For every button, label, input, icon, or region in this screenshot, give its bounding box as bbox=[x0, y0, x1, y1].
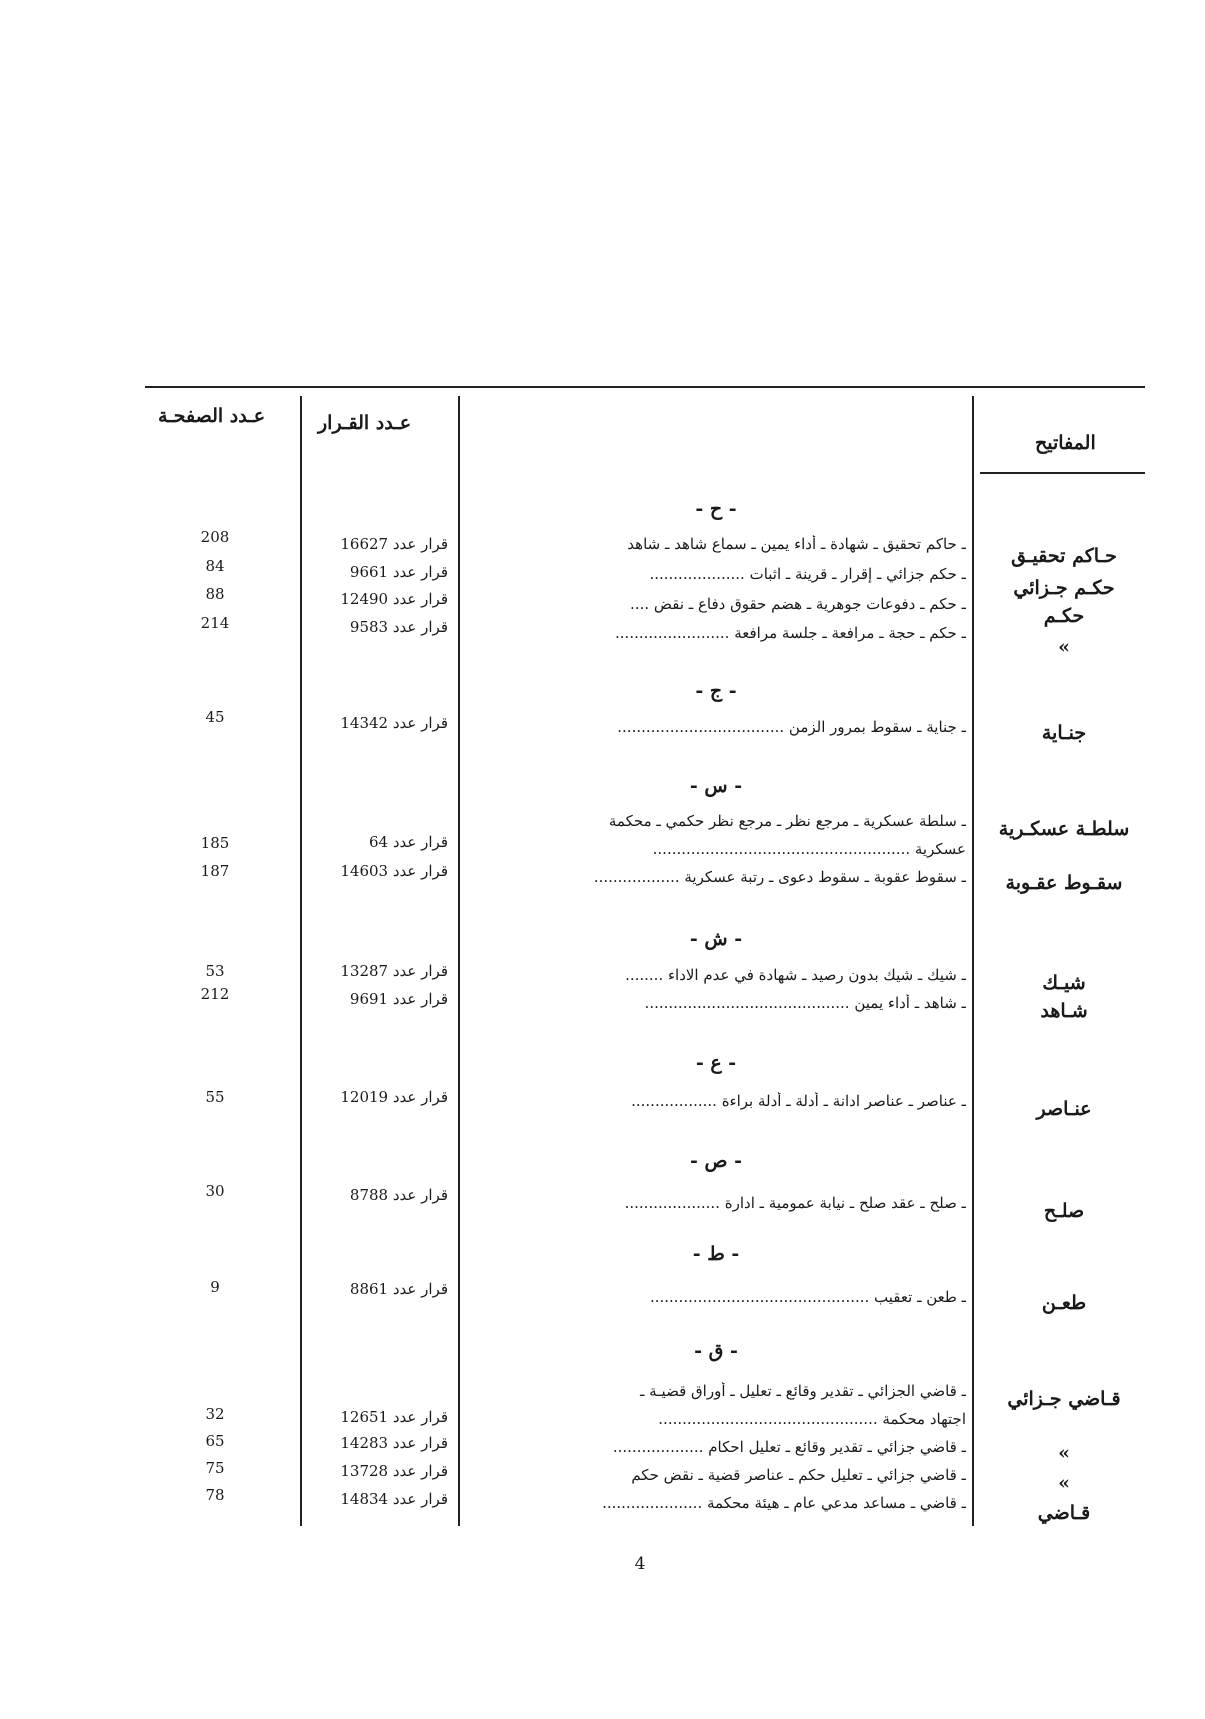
decision-number: قرار عدد 12019 bbox=[340, 1088, 448, 1106]
index-description: ـ عناصر ـ عناصر ادانة ـ أدلة ـ أدلة براءة .................. bbox=[631, 1092, 966, 1110]
decision-number: قرار عدد 8861 bbox=[349, 1280, 448, 1298]
page-reference: 30 bbox=[205, 1182, 225, 1200]
page-reference: 88 bbox=[205, 585, 225, 603]
decision-number: قرار عدد 8788 bbox=[349, 1186, 448, 1204]
index-description: ـ جناية ـ سقوط بمرور الزمن ................................... bbox=[617, 718, 966, 736]
page-reference: 214 bbox=[200, 614, 230, 632]
decision-number: قرار عدد 9583 bbox=[349, 618, 448, 636]
page-reference: 212 bbox=[200, 985, 230, 1003]
index-description: ـ سلطة عسكرية ـ مرجع نظر ـ مرجع نظر حكمي ـ محكمة bbox=[608, 812, 966, 830]
decision-number: قرار عدد 14283 bbox=[340, 1434, 448, 1452]
footer-page-number: 4 bbox=[634, 1554, 646, 1574]
decision-number: قرار عدد 13287 bbox=[340, 962, 448, 980]
index-description: ـ شاهد ـ أداء يمين ........................................... bbox=[644, 994, 966, 1012]
page-reference: 32 bbox=[205, 1405, 225, 1423]
decision-number: قرار عدد 14342 bbox=[340, 714, 448, 732]
page-reference: 78 bbox=[205, 1486, 225, 1504]
header-page-number: عـدد الصفحـة bbox=[158, 405, 266, 427]
header-keywords: المفاتيح bbox=[1035, 432, 1096, 454]
index-description: ـ حكم ـ حجة ـ مرافعة ـ جلسة مرافعة ........................ bbox=[615, 624, 966, 642]
index-description: ـ سقوط عقوبة ـ سقوط دعوى ـ رتبة عسكرية .................. bbox=[593, 868, 966, 886]
page-reference: 84 bbox=[205, 557, 225, 575]
decision-number: قرار عدد 14834 bbox=[340, 1490, 448, 1508]
index-keyword: » bbox=[1058, 1442, 1070, 1464]
index-keyword: قـاضي bbox=[1037, 1502, 1091, 1524]
index-keyword: » bbox=[1058, 636, 1070, 658]
page-reference: 65 bbox=[205, 1432, 225, 1450]
section-letter: - ح - bbox=[695, 498, 737, 520]
index-description: ـ قاضي الجزائي ـ تقدير وقائع ـ تعليل ـ أوراق قضيـة ـ bbox=[639, 1382, 966, 1400]
header-decision-number: عـدد القـرار bbox=[318, 412, 412, 434]
column-divider-keywords bbox=[972, 396, 974, 1526]
page-reference: 75 bbox=[205, 1459, 225, 1477]
decision-number: قرار عدد 12490 bbox=[340, 590, 448, 608]
section-letter: - ط - bbox=[692, 1243, 740, 1265]
index-keyword: قـاضي جـزائي bbox=[1007, 1388, 1121, 1410]
index-description: عسكرية ...................................................... bbox=[652, 840, 966, 858]
index-description: ـ حكم ـ دفوعات جوهرية ـ هضم حقوق دفاع ـ نقض .... bbox=[630, 595, 966, 613]
decision-number: قرار عدد 12651 bbox=[340, 1408, 448, 1426]
index-description: ـ طعن ـ تعقيب .............................................. bbox=[649, 1288, 966, 1306]
decision-number: قرار عدد 13728 bbox=[340, 1462, 448, 1480]
index-keyword: صلـح bbox=[1043, 1200, 1085, 1222]
section-letter: - ص - bbox=[690, 1150, 742, 1172]
page-reference: 53 bbox=[205, 962, 225, 980]
decision-number: قرار عدد 9691 bbox=[349, 990, 448, 1008]
page-reference: 9 bbox=[210, 1278, 220, 1296]
section-letter: - ع - bbox=[695, 1052, 737, 1074]
index-keyword: سقـوط عقـوبة bbox=[1005, 872, 1123, 894]
page-reference: 187 bbox=[200, 862, 230, 880]
index-description: ـ حاكم تحقيق ـ شهادة ـ أداء يمين ـ سماع شاهد ـ شاهد bbox=[627, 535, 966, 553]
table-top-rule bbox=[145, 386, 1145, 388]
section-letter: - س - bbox=[689, 775, 743, 797]
index-keyword: جنـاية bbox=[1041, 722, 1087, 744]
index-keyword: شيـك bbox=[1042, 972, 1086, 994]
index-keyword: حكـم جـزائي bbox=[1013, 577, 1115, 599]
decision-number: قرار عدد 14603 bbox=[340, 862, 448, 880]
index-description: اجتهاد محكمة .............................................. bbox=[658, 1410, 966, 1428]
index-description: ـ حكم جزائي ـ إقرار ـ قرينة ـ اثبات .................... bbox=[649, 565, 966, 583]
section-letter: - ج - bbox=[695, 680, 737, 702]
index-description: ـ قاضي ـ مساعد مدعي عام ـ هيئة محكمة ..................... bbox=[602, 1494, 966, 1512]
decision-number: قرار عدد 64 bbox=[369, 833, 448, 851]
index-keyword: عنـاصر bbox=[1036, 1098, 1092, 1120]
index-description: ـ قاضي جزائي ـ تقدير وقائع ـ تعليل احكام ................... bbox=[612, 1438, 966, 1456]
index-description: ـ صلح ـ عقد صلح ـ نيابة عمومية ـ ادارة .................... bbox=[624, 1194, 966, 1212]
page-reference: 45 bbox=[205, 708, 225, 726]
header-bottom-rule bbox=[980, 472, 1145, 474]
index-keyword: شـاهد bbox=[1040, 1000, 1088, 1022]
index-keyword: » bbox=[1058, 1472, 1070, 1494]
index-keyword: حكـم bbox=[1043, 605, 1085, 627]
page-reference: 55 bbox=[205, 1088, 225, 1106]
page-reference: 185 bbox=[200, 834, 230, 852]
section-letter: - ق - bbox=[694, 1340, 738, 1362]
index-keyword: طعـن bbox=[1041, 1292, 1087, 1314]
index-keyword: حـاكم تحقيـق bbox=[1011, 545, 1117, 567]
index-description: ـ قاضي جزائي ـ تعليل حكم ـ عناصر قضية ـ نقض حكم bbox=[631, 1466, 966, 1484]
section-letter: - ش - bbox=[689, 928, 743, 950]
index-description: ـ شيك ـ شيك بدون رصيد ـ شهادة في عدم الاداء ........ bbox=[625, 966, 966, 984]
decision-number: قرار عدد 9661 bbox=[349, 563, 448, 581]
index-keyword: سلطـة عسكـرية bbox=[998, 818, 1130, 840]
page-reference: 208 bbox=[200, 528, 230, 546]
decision-number: قرار عدد 16627 bbox=[340, 535, 448, 553]
